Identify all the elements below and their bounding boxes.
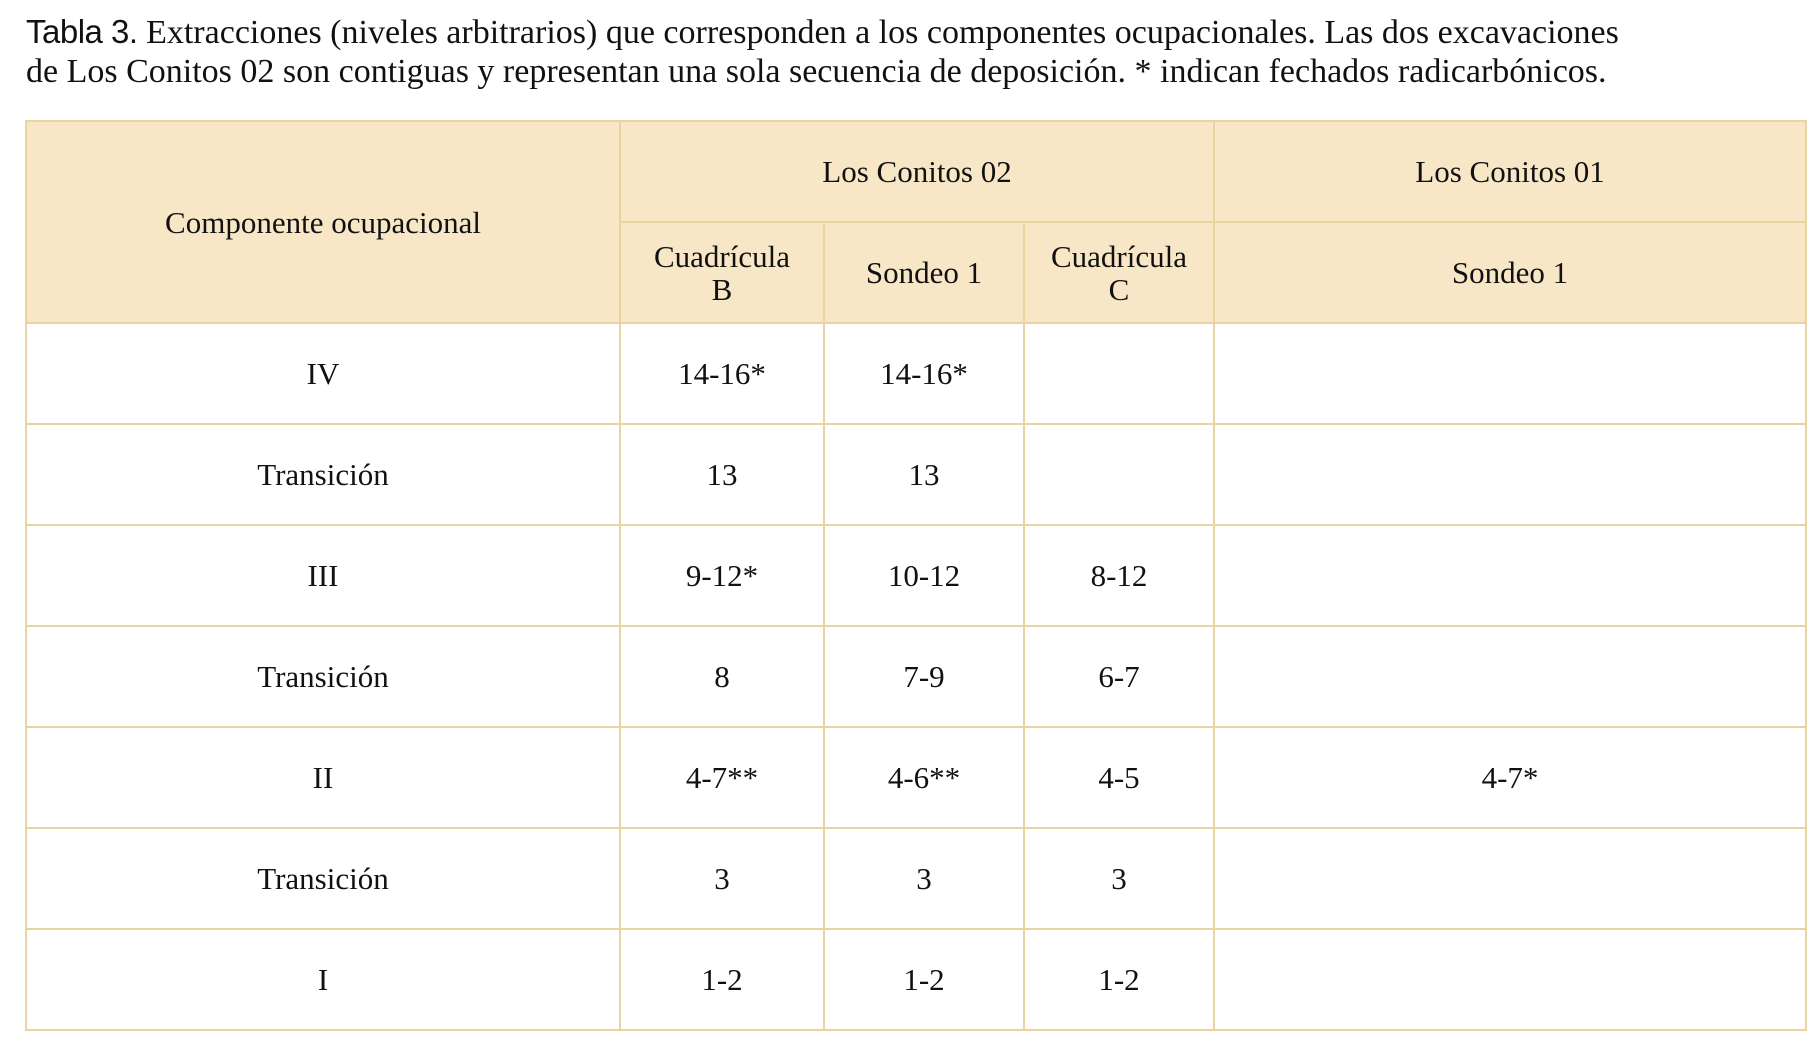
cell-sondeo-1-lc02: 3 [824,828,1024,929]
cell-sondeo-1-lc02: 7-9 [824,626,1024,727]
header-sondeo-1-lc01: Sondeo 1 [1214,222,1806,323]
table-row [26,727,1806,828]
cell-component: Transición [26,828,620,929]
header-row-1 [26,121,1806,222]
header-cuadricula-b-line1: Cuadrícula [653,238,790,274]
caption-label: Tabla 3. [26,13,138,50]
header-cuadricula-c [1024,222,1214,323]
cell-cuadricula-c [1024,323,1214,424]
cell-cuadricula-c: 1-2 [1024,929,1214,1030]
cell-sondeo-1-lc01 [1214,424,1806,525]
cell-component: IV [26,323,620,424]
cell-cuadricula-b: 3 [620,828,824,929]
table-row [26,626,1806,727]
data-table [25,120,1807,1031]
table-row [26,424,1806,525]
header-cuadricula-c-line2: C [1108,271,1130,307]
cell-component: III [26,525,620,626]
cell-component: I [26,929,620,1030]
cell-cuadricula-c: 4-5 [1024,727,1214,828]
table-caption [26,12,1806,91]
cell-sondeo-1-lc01: 4-7* [1214,727,1806,828]
cell-sondeo-1-lc02: 14-16* [824,323,1024,424]
table-row [26,323,1806,424]
cell-component: Transición [26,626,620,727]
table-row [26,525,1806,626]
cell-cuadricula-c [1024,424,1214,525]
cell-cuadricula-c: 8-12 [1024,525,1214,626]
cell-cuadricula-c: 3 [1024,828,1214,929]
cell-sondeo-1-lc02: 13 [824,424,1024,525]
cell-cuadricula-b: 4-7** [620,727,824,828]
cell-sondeo-1-lc01 [1214,626,1806,727]
cell-cuadricula-b: 9-12* [620,525,824,626]
header-sondeo-1-lc02: Sondeo 1 [824,222,1024,323]
header-group-los-conitos-02: Los Conitos 02 [620,121,1214,222]
table-row [26,828,1806,929]
header-cuadricula-c-line1: Cuadrícula [1051,238,1188,274]
caption-line-2: de Los Conitos 02 son contiguas y representan una sola secuencia de deposición. * indican fechados radicarbónicos. [26,53,1607,90]
cell-sondeo-1-lc01 [1214,323,1806,424]
cell-cuadricula-b: 13 [620,424,824,525]
cell-sondeo-1-lc01 [1214,525,1806,626]
cell-cuadricula-b: 14-16* [620,323,824,424]
cell-sondeo-1-lc01 [1214,828,1806,929]
header-cuadricula-b-line2: B [711,271,733,307]
cell-sondeo-1-lc01 [1214,929,1806,1030]
cell-cuadricula-c: 6-7 [1024,626,1214,727]
header-component: Componente ocupacional [26,121,620,323]
cell-sondeo-1-lc02: 1-2 [824,929,1024,1030]
cell-cuadricula-b: 8 [620,626,824,727]
caption-text-1: Extracciones (niveles arbitrarios) que corresponden a los componentes ocupacionales. Las dos excavaciones [146,14,1619,51]
cell-sondeo-1-lc02: 4-6** [824,727,1024,828]
header-group-los-conitos-01: Los Conitos 01 [1214,121,1806,222]
header-cuadricula-b [620,222,824,323]
cell-sondeo-1-lc02: 10-12 [824,525,1024,626]
caption-line-1 [26,12,1806,52]
cell-component: Transición [26,424,620,525]
table-row [26,929,1806,1030]
cell-cuadricula-b: 1-2 [620,929,824,1030]
cell-component: II [26,727,620,828]
